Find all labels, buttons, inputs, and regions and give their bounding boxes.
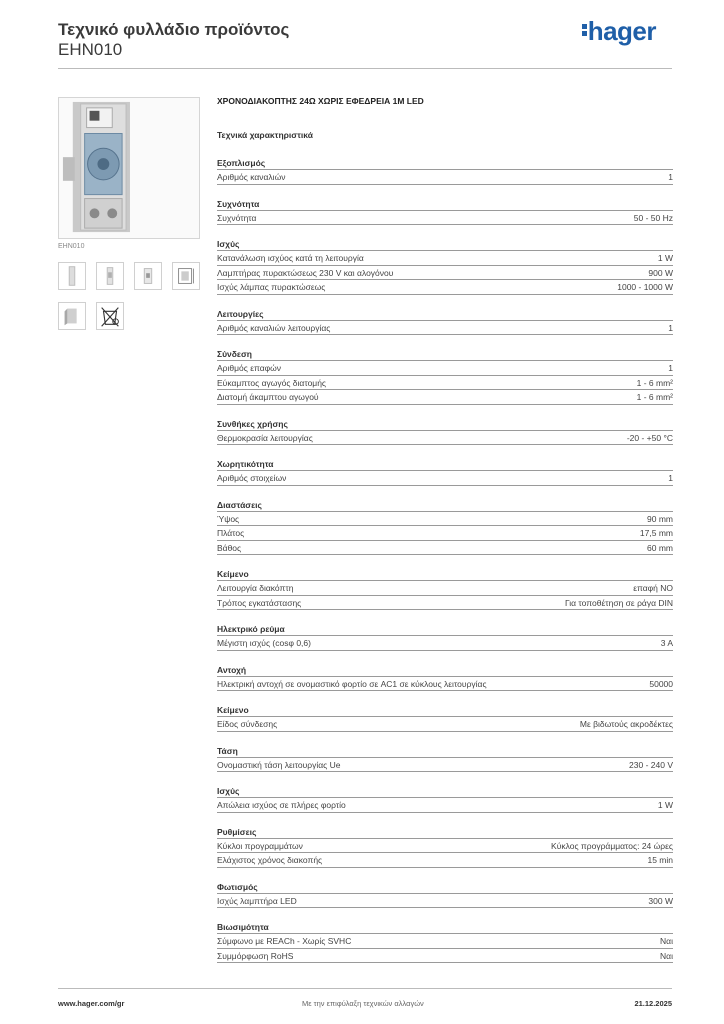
thumbnail-side-view[interactable] (96, 262, 124, 290)
spec-section-title: Χωρητικότητα (217, 457, 673, 471)
specs-heading: Τεχνικά χαρακτηριστικά (217, 130, 313, 140)
footer-date: 21.12.2025 (634, 999, 672, 1008)
spec-row (217, 170, 673, 185)
spec-row (217, 839, 673, 854)
thumbnail-3d-view[interactable] (58, 302, 86, 330)
dimension-drawing-icon (173, 263, 199, 289)
spec-section (217, 663, 673, 692)
spec-row (217, 526, 673, 541)
spec-section (217, 744, 673, 773)
spec-row (217, 431, 673, 446)
spec-value: 50 - 50 Hz (633, 212, 673, 223)
header-divider (58, 68, 672, 69)
footer-disclaimer: Με την επιφύλαξη τεχνικών αλλαγών (302, 999, 424, 1008)
spec-value: επαφή NO (633, 583, 673, 593)
spec-row (217, 596, 673, 611)
spec-label: Θερμοκρασία λειτουργίας (217, 432, 313, 443)
spec-section (217, 920, 673, 963)
spec-row (217, 471, 673, 486)
spec-value: 1 (668, 322, 673, 333)
spec-value: 15 min (647, 855, 673, 865)
spec-label: Ύψος (217, 513, 240, 524)
spec-row (217, 361, 673, 376)
spec-value: 300 W (648, 895, 673, 906)
spec-label: Ισχύς λάμπας πυρακτώσεως (217, 282, 326, 292)
spec-section-title: Κείμενο (217, 703, 673, 717)
spec-label: Μέγιστη ισχύς (cosφ 0,6) (217, 638, 311, 648)
document-header (58, 20, 289, 60)
spec-label: Αριθμός καναλιών (217, 172, 286, 182)
spec-section (217, 880, 673, 909)
spec-section (217, 498, 673, 556)
spec-section (217, 703, 673, 732)
product-image-caption: EHN010 (58, 243, 85, 250)
spec-section (217, 307, 673, 336)
spec-label: Σύμφωνο με REACh - Χωρίς SVHC (217, 936, 352, 946)
specifications-panel (217, 96, 673, 963)
product-code: EHN010 (58, 40, 123, 59)
spec-row (217, 949, 673, 964)
spec-value: Ναι (660, 936, 673, 946)
spec-section (217, 197, 673, 226)
spec-value: 230 - 240 V (629, 759, 673, 770)
spec-value: 1 - 6 mm² (636, 377, 673, 388)
spec-section (217, 237, 673, 295)
spec-section (217, 622, 673, 651)
spec-label: Τρόπος εγκατάστασης (217, 597, 302, 608)
spec-label: Συμμόρφωση RoHS (217, 950, 294, 961)
weee-bin-icon (97, 303, 123, 329)
spec-value: Ναι (660, 950, 673, 961)
spec-value: Με βιδωτούς ακροδέκτες (579, 719, 673, 729)
spec-row (217, 512, 673, 527)
spec-row (217, 581, 673, 596)
spec-section-title: Ισχύς (217, 237, 673, 251)
spec-value: 1 (668, 172, 673, 182)
spec-row (217, 758, 673, 773)
spec-row (217, 677, 673, 692)
spec-row (217, 266, 673, 281)
spec-row (217, 251, 673, 266)
spec-section (217, 457, 673, 486)
spec-value: 60 mm (647, 542, 673, 553)
spec-row (217, 636, 673, 651)
spec-section-title: Διαστάσεις (217, 498, 673, 512)
spec-label: Εύκαμπτος αγωγός διατομής (217, 377, 327, 388)
spec-value: 50000 (649, 678, 673, 689)
spec-row (217, 717, 673, 732)
document-footer (58, 988, 672, 1008)
spec-section-title: Ισχύς (217, 784, 673, 798)
thumbnail-weee-symbol[interactable] (96, 302, 124, 330)
spec-label: Είδος σύνδεσης (217, 719, 278, 729)
spec-label: Ηλεκτρική αντοχή σε ονομαστικό φορτίο σε AC1 σε κύκλους λειτουργίας (217, 678, 487, 689)
front-view-icon (59, 263, 85, 289)
thumbnail-front-view[interactable] (58, 262, 86, 290)
spec-row (217, 321, 673, 336)
spec-section (217, 567, 673, 610)
spec-row (217, 934, 673, 949)
spec-section-title: Βιωσιμότητα (217, 920, 673, 934)
spec-section-title: Ρυθμίσεις (217, 825, 673, 839)
thumbnail-dimension-drawing[interactable] (172, 262, 200, 290)
spec-section-title: Ηλεκτρικό ρεύμα (217, 622, 673, 636)
spec-row (217, 894, 673, 909)
logo-dots-icon (582, 22, 588, 38)
spec-value: 1 (668, 473, 673, 483)
spec-value: -20 - +50 °C (626, 432, 673, 443)
spec-label: Διατομή άκαμπτου αγωγού (217, 392, 319, 402)
spec-value: 90 mm (647, 513, 673, 524)
spec-label: Βάθος (217, 542, 242, 553)
spec-row (217, 541, 673, 556)
footer-website-link[interactable]: www.hager.com/gr (58, 999, 125, 1008)
spec-row (217, 280, 673, 295)
top-view-icon (135, 263, 161, 289)
spec-section-title: Λειτουργίες (217, 307, 673, 321)
spec-value: 17,5 mm (639, 528, 673, 538)
spec-label: Απώλεια ισχύος σε πλήρες φορτίο (217, 800, 346, 810)
spec-section-title: Τάση (217, 744, 673, 758)
spec-value: 3 A (660, 638, 673, 648)
spec-row (217, 390, 673, 405)
spec-label: Πλάτος (217, 528, 245, 538)
spec-section-title: Κείμενο (217, 567, 673, 581)
spec-row (217, 798, 673, 813)
spec-section-title: Σύνδεση (217, 347, 673, 361)
spec-row (217, 853, 673, 868)
spec-row (217, 376, 673, 391)
spec-section-title: Αντοχή (217, 663, 673, 677)
spec-value: 1000 - 1000 W (617, 282, 673, 292)
spec-value: 1 W (657, 800, 673, 810)
spec-section (217, 417, 673, 446)
spec-label: Κύκλοι προγραμμάτων (217, 840, 303, 851)
spec-label: Κατανάλωση ισχύος κατά τη λειτουργία (217, 253, 364, 263)
spec-section-title: Συχνότητα (217, 197, 673, 211)
side-view-icon (97, 263, 123, 289)
spec-section (217, 784, 673, 813)
spec-value: 1 (668, 363, 673, 373)
spec-label: Αριθμός επαφών (217, 363, 282, 373)
spec-label: Αριθμός στοιχείων (217, 473, 287, 483)
product-name: ΧΡΟΝΟΔΙΑΚΟΠΤΗΣ 24Ω ΧΩΡΙΣ ΕΦΕΔΡΕΙΑ 1M LED (217, 96, 424, 106)
spec-sections (217, 156, 673, 963)
brand-name: hager (587, 16, 656, 46)
product-image[interactable] (58, 97, 200, 239)
3d-view-icon (59, 303, 85, 329)
spec-section-title: Εξοπλισμός (217, 156, 673, 170)
brand-logo (582, 16, 656, 47)
spec-label: Ισχύς λαμπτήρα LED (217, 895, 297, 906)
spec-section-title: Φωτισμός (217, 880, 673, 894)
spec-value: 900 W (648, 267, 673, 278)
spec-row (217, 211, 673, 226)
spec-value: Για τοποθέτηση σε ράγα DIN (564, 597, 673, 608)
thumbnail-top-view[interactable] (134, 262, 162, 290)
spec-section (217, 156, 673, 185)
spec-section-title: Συνθήκες χρήσης (217, 417, 673, 431)
spec-label: Συχνότητα (217, 212, 257, 223)
spec-label: Λαμπτήρας πυρακτώσεως 230 V και αλογόνου (217, 267, 394, 278)
spec-label: Αριθμός καναλιών λειτουργίας (217, 322, 331, 333)
spec-label: Ονομαστική τάση λειτουργίας Ue (217, 759, 341, 770)
spec-label: Λειτουργία διακόπτη (217, 583, 294, 593)
spec-label: Ελάχιστος χρόνος διακοπής (217, 855, 323, 865)
document-title: Τεχνικό φυλλάδιο προϊόντος (58, 20, 290, 39)
spec-value: Κύκλος προγράμματος: 24 ώρες (551, 840, 673, 851)
time-switch-illustration-icon (59, 98, 199, 238)
spec-value: 1 W (657, 253, 673, 263)
spec-section (217, 347, 673, 405)
spec-value: 1 - 6 mm² (636, 392, 673, 402)
spec-section (217, 825, 673, 868)
